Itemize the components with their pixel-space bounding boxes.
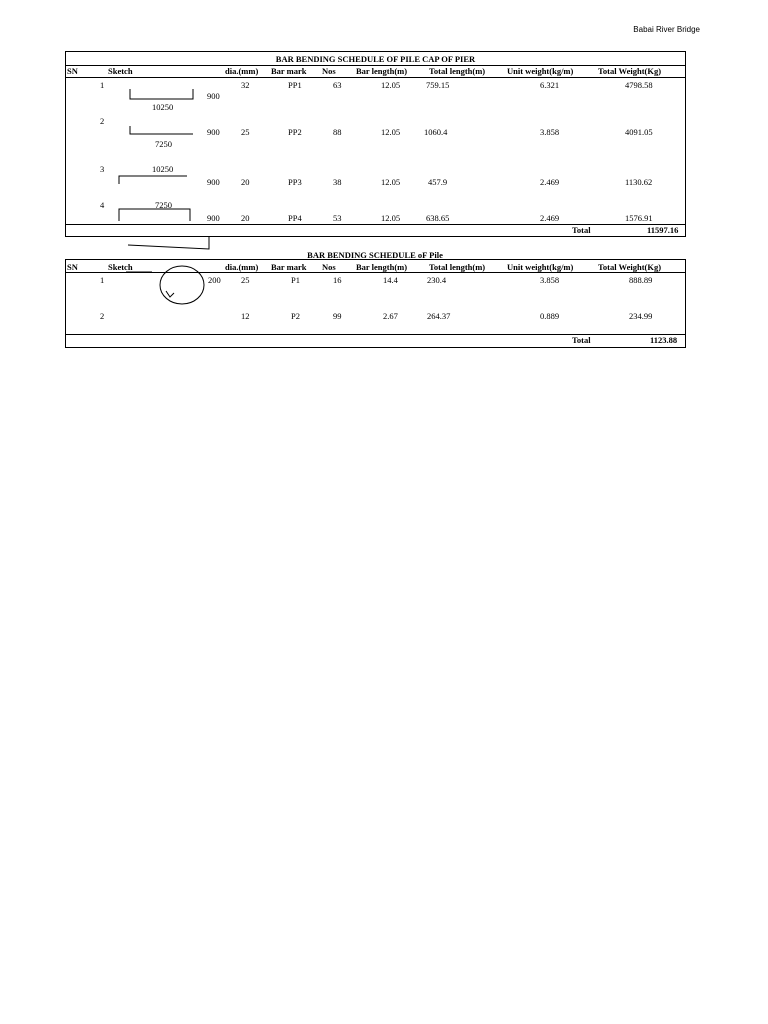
- col-header-unit-weight: Unit weight(kg/m): [507, 262, 574, 272]
- col-header-total-weight: Total Weight(Kg): [598, 262, 662, 272]
- row1-sn: 1: [100, 275, 105, 285]
- row1-bar-mark: PP1: [288, 80, 302, 90]
- row1-dia: 32: [241, 80, 250, 90]
- col-header-total-length: Total length(m): [429, 262, 486, 272]
- row2-dia: 12: [241, 311, 250, 321]
- row1-total-length: 230.4: [427, 275, 447, 285]
- row4-nos: 53: [333, 213, 342, 223]
- col-header-sn: SN: [67, 66, 78, 76]
- row4-total-length: 638.65: [426, 213, 450, 223]
- row3-sketch-leg: 900: [207, 177, 220, 187]
- col-header-dia: dia.(mm): [225, 66, 259, 76]
- row1-bar-length: 12.05: [381, 80, 401, 90]
- row4-sn: 4: [100, 200, 105, 210]
- row3-bar-mark: PP3: [288, 177, 302, 187]
- divider: [66, 224, 685, 225]
- row2-total-length: 264.37: [427, 311, 451, 321]
- total-value: 11597.16: [647, 225, 679, 235]
- total-label: Total: [572, 335, 591, 345]
- row1-unit-weight: 6.321: [540, 80, 560, 90]
- total-label: Total: [572, 225, 591, 235]
- row1-nos: 63: [333, 80, 342, 90]
- row4-bar-length: 12.05: [381, 213, 401, 223]
- row3-unit-weight: 2.469: [540, 177, 560, 187]
- row1-bar-mark: P1: [291, 275, 300, 285]
- row2-total-length: 1060.4: [424, 127, 448, 137]
- row2-nos: 88: [333, 127, 342, 137]
- row2-bar-length: 12.05: [381, 127, 401, 137]
- row3-total-length: 457.9: [428, 177, 448, 187]
- col-header-nos: Nos: [322, 262, 336, 272]
- row1-dia: 25: [241, 275, 250, 285]
- col-header-bar-mark: Bar mark: [271, 262, 307, 272]
- row2-unit-weight: 0.889: [540, 311, 560, 321]
- row1-sketch-dim: 200: [208, 275, 221, 285]
- row1-sn: 1: [100, 80, 105, 90]
- row2-total-weight: 4091.05: [625, 127, 653, 137]
- col-header-bar-mark: Bar mark: [271, 66, 307, 76]
- row1-sketch-length: 10250: [152, 102, 174, 112]
- row4-bar-mark: PP4: [288, 213, 302, 223]
- page-header: Babai River Bridge: [633, 25, 700, 34]
- col-header-bar-length: Bar length(m): [356, 262, 408, 272]
- row1-total-length: 759.15: [426, 80, 450, 90]
- col-header-bar-length: Bar length(m): [356, 66, 408, 76]
- row4-total-weight: 1576.91: [625, 213, 653, 223]
- row1-total-weight: 888.89: [629, 275, 653, 285]
- row1-sketch-leg: 900: [207, 91, 220, 101]
- row1-total-weight: 4798.58: [625, 80, 653, 90]
- divider: [66, 334, 685, 335]
- table-title: BAR BENDING SCHEDULE OF PILE CAP OF PIER: [275, 54, 476, 64]
- row2-bar-mark: P2: [291, 311, 300, 321]
- row3-nos: 38: [333, 177, 342, 187]
- col-header-sketch: Sketch: [108, 262, 133, 272]
- row1-nos: 16: [333, 275, 342, 285]
- row3-dia: 20: [241, 177, 250, 187]
- row2-sketch-leg: 900: [207, 127, 220, 137]
- col-header-total-length: Total length(m): [429, 66, 486, 76]
- row2-unit-weight: 3.858: [540, 127, 560, 137]
- pile-table-title: BAR BENDING SCHEDULE oF Pile: [307, 250, 443, 260]
- row3-bar-length: 12.05: [381, 177, 401, 187]
- pile-cap-schedule-table: [65, 51, 686, 237]
- row2-bar-length: 2.67: [383, 311, 398, 321]
- row3-sn: 3: [100, 164, 105, 174]
- row2-dia: 25: [241, 127, 250, 137]
- total-value: 1123.88: [650, 335, 678, 345]
- col-header-sn: SN: [67, 262, 78, 272]
- col-header-dia: dia.(mm): [225, 262, 259, 272]
- row1-bar-length: 14.4: [383, 275, 398, 285]
- col-header-unit-weight: Unit weight(kg/m): [507, 66, 574, 76]
- row4-sketch-length: 7250: [155, 200, 172, 210]
- col-header-nos: Nos: [322, 66, 336, 76]
- row2-total-weight: 234.99: [629, 311, 653, 321]
- row3-total-weight: 1130.62: [625, 177, 653, 187]
- row2-bar-mark: PP2: [288, 127, 302, 137]
- row4-sketch-leg: 900: [207, 213, 220, 223]
- row2-sn: 2: [100, 311, 105, 321]
- pile-schedule-table: [65, 259, 686, 348]
- row3-sketch-length: 10250: [152, 164, 174, 174]
- col-header-total-weight: Total Weight(Kg): [598, 66, 662, 76]
- col-header-sketch: Sketch: [108, 66, 133, 76]
- row2-sketch-length: 7250: [155, 139, 172, 149]
- spiral-sketch: [66, 260, 687, 349]
- row1-unit-weight: 3.858: [540, 275, 560, 285]
- row4-dia: 20: [241, 213, 250, 223]
- row2-sn: 2: [100, 116, 105, 126]
- row4-unit-weight: 2.469: [540, 213, 560, 223]
- row2-nos: 99: [333, 311, 342, 321]
